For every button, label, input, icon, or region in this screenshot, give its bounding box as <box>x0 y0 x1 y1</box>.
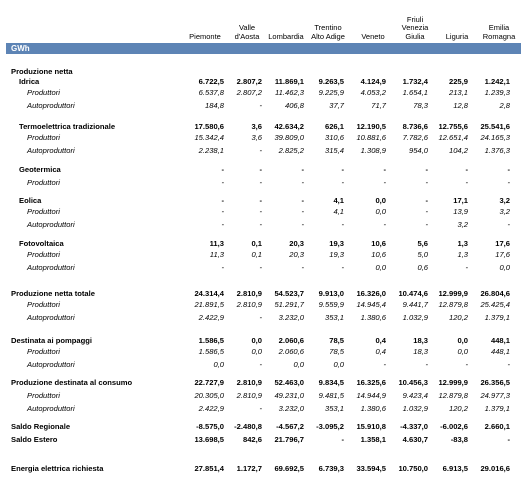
table-cell: 842,6 <box>242 435 262 444</box>
table-cell: - <box>425 220 428 229</box>
table-cell: 21.796,7 <box>274 435 304 444</box>
table-cell: 4.124,9 <box>360 77 386 86</box>
table-cell: - <box>507 178 510 187</box>
table-cell: 11,3 <box>209 250 224 259</box>
table-cell: 10,6 <box>371 250 386 259</box>
table-cell: 315,4 <box>324 146 344 155</box>
table-cell: 17,1 <box>453 196 468 205</box>
table-cell: - <box>259 146 262 155</box>
row-label: Fotovoltaica <box>19 239 64 248</box>
table-cell: 1.586,5 <box>198 347 224 356</box>
row-label: Produttori <box>27 133 60 142</box>
col-header-piemonte: Piemonte <box>189 31 221 41</box>
table-cell: 9.423,4 <box>402 391 428 400</box>
table-cell: 9.481,5 <box>318 391 344 400</box>
table-row <box>0 422 529 432</box>
table-cell: - <box>507 165 510 174</box>
table-cell: 78,3 <box>413 101 428 110</box>
row-label: Autoproduttori <box>27 404 75 413</box>
table-cell: 78,5 <box>329 336 344 345</box>
table-cell: 20.305,0 <box>194 391 224 400</box>
table-cell: 353,1 <box>324 404 344 413</box>
row-label: Autoproduttori <box>27 101 75 110</box>
table-cell: 1.586,5 <box>198 336 224 345</box>
table-cell: 52.463,0 <box>274 378 304 387</box>
table-cell: 25.541,6 <box>480 122 510 131</box>
table-cell: 0,0 <box>375 263 386 272</box>
row-label: Idrica <box>19 77 40 86</box>
table-cell: 24.314,4 <box>194 289 224 298</box>
table-row <box>0 360 529 370</box>
table-cell: 6.913,5 <box>442 464 468 473</box>
unit-label: GWh <box>11 44 30 53</box>
table-cell: 3,2 <box>457 220 468 229</box>
table-cell: - <box>221 220 224 229</box>
table-cell: - <box>507 220 510 229</box>
row-label: Produzione netta totale <box>11 289 95 298</box>
table-cell: - <box>259 101 262 110</box>
table-cell: 11.462,3 <box>275 88 304 97</box>
table-cell: 184,8 <box>204 101 224 110</box>
column-header-row <box>0 0 529 41</box>
table-row <box>0 289 529 299</box>
table-cell: - <box>259 178 262 187</box>
table-cell: - <box>301 196 304 205</box>
table-cell: 120,2 <box>448 404 468 413</box>
table-cell: - <box>465 165 468 174</box>
row-label: Produttori <box>27 88 60 97</box>
table-cell: -2.480,8 <box>234 422 262 431</box>
table-cell: - <box>425 360 428 369</box>
col-header-trentino-alto-adige: Trentino Alto Adige <box>311 23 345 41</box>
table-cell: 406,8 <box>284 101 304 110</box>
table-cell: 4,1 <box>333 196 344 205</box>
row-label: Produzione destinata al consumo <box>11 378 133 387</box>
row-label: Energia elettrica richiesta <box>11 464 104 473</box>
table-cell: - <box>301 178 304 187</box>
table-row <box>0 220 529 230</box>
table-cell: 3,6 <box>251 133 262 142</box>
table-cell: 15.910,8 <box>356 422 386 431</box>
table-cell: - <box>221 165 224 174</box>
table-row <box>0 207 529 217</box>
row-label: Geotermica <box>19 165 61 174</box>
table-cell: 3,6 <box>251 122 262 131</box>
table-cell: 0,0 <box>293 360 304 369</box>
table-cell: 1.172,7 <box>236 464 262 473</box>
table-cell: 2.810,9 <box>236 300 262 309</box>
table-cell: 4.630,7 <box>402 435 428 444</box>
row-label: Autoproduttori <box>27 313 75 322</box>
table-cell: 12.999,9 <box>438 289 468 298</box>
table-cell: 0,0 <box>251 336 262 345</box>
table-row <box>0 378 529 388</box>
table-cell: 626,1 <box>324 122 344 131</box>
table-cell: 27.851,4 <box>194 464 224 473</box>
row-label: Eolica <box>19 196 42 205</box>
table-cell: 16.326,0 <box>356 289 386 298</box>
table-cell: 448,1 <box>490 336 510 345</box>
table-cell: 10.750,0 <box>398 464 428 473</box>
table-row <box>0 165 529 175</box>
table-cell: -3.095,2 <box>316 422 344 431</box>
table-cell: - <box>259 360 262 369</box>
table-cell: - <box>301 263 304 272</box>
table-cell: 1.379,1 <box>484 313 510 322</box>
table-cell: - <box>301 220 304 229</box>
table-cell: 2.825,2 <box>278 146 304 155</box>
col-header-lombardia: Lombardia <box>268 31 304 41</box>
table-cell: 20,3 <box>289 239 304 248</box>
row-label: Termoelettrica tradizionale <box>19 122 116 131</box>
table-cell: - <box>259 165 262 174</box>
table-cell: 0,1 <box>251 250 262 259</box>
table-cell: - <box>259 404 262 413</box>
row-label: Autoproduttori <box>27 146 75 155</box>
table-cell: 2.810,9 <box>236 289 262 298</box>
table-cell: 12.879,8 <box>438 391 468 400</box>
row-label: Produttori <box>27 300 60 309</box>
table-row <box>0 77 529 87</box>
table-cell: - <box>259 263 262 272</box>
row-label: Produttori <box>27 391 60 400</box>
table-cell: 0,0 <box>213 360 224 369</box>
table-cell: - <box>507 360 510 369</box>
row-label: Produttori <box>27 178 60 187</box>
table-row <box>0 178 529 188</box>
table-cell: 17.580,6 <box>194 122 224 131</box>
table-cell: 0,1 <box>251 239 262 248</box>
table-row <box>0 313 529 323</box>
table-cell: 4.053,2 <box>360 88 386 97</box>
row-label: Saldo Estero <box>11 435 58 444</box>
table-cell: 21.891,5 <box>194 300 224 309</box>
table-cell: 18,3 <box>413 336 428 345</box>
table-row <box>0 263 529 273</box>
row-label: Produzione netta <box>11 67 73 76</box>
table-row <box>0 133 529 143</box>
table-cell: 0,0 <box>499 263 510 272</box>
table-cell: 9.441,7 <box>402 300 428 309</box>
table-cell: 0,0 <box>333 360 344 369</box>
table-cell: - <box>221 178 224 187</box>
row-label: Produttori <box>27 250 60 259</box>
table-cell: 12.879,8 <box>438 300 468 309</box>
col-header-liguria: Liguria <box>445 31 469 41</box>
table-row <box>0 347 529 357</box>
table-cell: 12.190,5 <box>356 122 386 131</box>
table-row <box>0 146 529 156</box>
table-cell: 213,1 <box>448 88 468 97</box>
table-cell: -4.567,2 <box>276 422 304 431</box>
table-cell: 225,9 <box>448 77 468 86</box>
row-label: Autoproduttori <box>27 220 75 229</box>
table-cell: 9.913,0 <box>318 289 344 298</box>
table-row <box>0 336 529 346</box>
table-cell: 26.804,6 <box>480 289 510 298</box>
table-cell: - <box>465 263 468 272</box>
table-cell: 11,3 <box>209 239 224 248</box>
table-cell: 17,6 <box>495 250 510 259</box>
table-cell: 13,9 <box>453 207 468 216</box>
table-cell: 6.722,5 <box>198 77 224 86</box>
table-cell: 24.977,3 <box>480 391 510 400</box>
table-cell: 448,1 <box>490 347 510 356</box>
table-cell: 1.654,1 <box>402 88 428 97</box>
table-row <box>0 250 529 260</box>
table-cell: 1.032,9 <box>402 404 428 413</box>
table-cell: - <box>383 178 386 187</box>
table-cell: 69.692,5 <box>274 464 304 473</box>
table-cell: 1,3 <box>457 239 468 248</box>
table-cell: 3,2 <box>499 207 510 216</box>
table-cell: 12.755,6 <box>438 122 468 131</box>
table-cell: 2.810,9 <box>236 378 262 387</box>
table-cell: 25.425,4 <box>480 300 510 309</box>
table-cell: 1.732,4 <box>402 77 428 86</box>
table-cell: 39.809,0 <box>274 133 304 142</box>
row-label: Saldo Regionale <box>11 422 71 431</box>
table-row <box>0 391 529 401</box>
table-cell: 10.474,6 <box>398 289 428 298</box>
table-cell: 1.032,9 <box>402 313 428 322</box>
table-cell: 12.651,4 <box>438 133 468 142</box>
table-cell: 19,3 <box>329 239 344 248</box>
table-cell: 33.594,5 <box>356 464 386 473</box>
table-cell: 10,6 <box>371 239 386 248</box>
table-cell: 0,4 <box>375 347 386 356</box>
table-cell: - <box>301 165 304 174</box>
table-cell: 5,6 <box>417 239 428 248</box>
col-header-friuli-venezia-giulia: Friuli Venezia Giulia <box>401 14 429 41</box>
table-cell: 9.834,5 <box>318 378 344 387</box>
table-row <box>0 464 529 474</box>
table-row <box>0 101 529 111</box>
table-cell: 2.422,9 <box>198 404 224 413</box>
table-row <box>0 88 529 98</box>
table-cell: 4,1 <box>333 207 344 216</box>
table-cell: 353,1 <box>324 313 344 322</box>
table-cell: - <box>221 263 224 272</box>
table-cell: - <box>465 360 468 369</box>
table-cell: 2.422,9 <box>198 313 224 322</box>
table-cell: - <box>507 435 510 444</box>
table-cell: 8.736,6 <box>402 122 428 131</box>
table-cell: - <box>341 178 344 187</box>
table-cell: 0,6 <box>417 263 428 272</box>
table-cell: 9.225,9 <box>318 88 344 97</box>
table-cell: -6.002,6 <box>440 422 468 431</box>
table-cell: - <box>221 196 224 205</box>
col-header-valle-daosta: Valle d'Aosta <box>234 23 260 41</box>
table-cell: -8.575,0 <box>196 422 224 431</box>
table-cell: - <box>425 196 428 205</box>
table-cell: 5,0 <box>417 250 428 259</box>
table-cell: 10.456,3 <box>398 378 428 387</box>
row-label: Autoproduttori <box>27 263 75 272</box>
table-cell: 2.660,1 <box>484 422 510 431</box>
table-cell: 49.231,0 <box>274 391 304 400</box>
table-cell: - <box>301 207 304 216</box>
table-cell: -4.337,0 <box>400 422 428 431</box>
table-cell: 0,0 <box>375 207 386 216</box>
table-cell: 3.232,0 <box>278 313 304 322</box>
table-cell: 37,7 <box>329 101 344 110</box>
table-cell: 1.379,1 <box>484 404 510 413</box>
table-row <box>0 239 529 249</box>
row-label: Autoproduttori <box>27 360 75 369</box>
table-cell: 2,8 <box>499 101 510 110</box>
table-cell: 3,2 <box>499 196 510 205</box>
table-cell: 10.881,6 <box>356 133 386 142</box>
table-cell: - <box>221 207 224 216</box>
table-cell: - <box>259 196 262 205</box>
table-cell: 3.232,0 <box>278 404 304 413</box>
table-cell: 71,7 <box>371 101 386 110</box>
table-cell: - <box>341 165 344 174</box>
table-cell: 6.537,8 <box>198 88 224 97</box>
table-cell: 0,0 <box>457 347 468 356</box>
table-cell: 14.944,9 <box>356 391 386 400</box>
table-cell: 7.782,6 <box>402 133 428 142</box>
table-cell: 1,3 <box>457 250 468 259</box>
table-cell: 15.342,4 <box>194 133 224 142</box>
table-cell: 2.807,2 <box>236 88 262 97</box>
table-cell: 2.807,2 <box>236 77 262 86</box>
table-cell: 42.634,2 <box>274 122 304 131</box>
table-cell: 2.060,6 <box>278 347 304 356</box>
row-label: Produttori <box>27 347 60 356</box>
table-cell: 104,2 <box>448 146 468 155</box>
table-cell: 2.810,9 <box>236 391 262 400</box>
table-cell: - <box>341 220 344 229</box>
table-cell: 954,0 <box>408 146 428 155</box>
table-cell: 18,3 <box>413 347 428 356</box>
table-cell: - <box>341 263 344 272</box>
table-cell: 0,0 <box>251 347 262 356</box>
table-row <box>0 435 529 445</box>
table-cell: - <box>425 207 428 216</box>
table-cell: 24.165,3 <box>480 133 510 142</box>
table-cell: 0,0 <box>375 196 386 205</box>
table-row <box>0 67 529 77</box>
table-cell: 1.380,6 <box>360 313 386 322</box>
table-cell: - <box>383 360 386 369</box>
row-label: Destinata ai pompaggi <box>11 336 93 345</box>
table-cell: 17,6 <box>495 239 510 248</box>
table-cell: - <box>465 178 468 187</box>
table-cell: 1.380,6 <box>360 404 386 413</box>
table-cell: 14.945,4 <box>356 300 386 309</box>
table-cell: - <box>425 178 428 187</box>
table-cell: 13.698,5 <box>194 435 224 444</box>
table-cell: 1.239,3 <box>484 88 510 97</box>
table-cell: 12,8 <box>453 101 468 110</box>
table-cell: - <box>259 220 262 229</box>
table-cell: 9.559,9 <box>318 300 344 309</box>
table-cell: - <box>259 207 262 216</box>
table-cell: 1.242,1 <box>484 77 510 86</box>
table-cell: 2.060,6 <box>278 336 304 345</box>
unit-band <box>6 43 521 54</box>
table-cell: 0,0 <box>457 336 468 345</box>
col-header-emilia-romagna: Emilia Romagna <box>482 23 516 41</box>
table-cell: 78,5 <box>329 347 344 356</box>
table-cell: 19,3 <box>329 250 344 259</box>
table-cell: - <box>383 220 386 229</box>
table-cell: 2.238,1 <box>198 146 224 155</box>
table-cell: 16.325,6 <box>356 378 386 387</box>
table-cell: -83,8 <box>450 435 468 444</box>
table-cell: 120,2 <box>448 313 468 322</box>
table-cell: 1.308,9 <box>360 146 386 155</box>
table-row <box>0 122 529 132</box>
table-cell: - <box>383 165 386 174</box>
col-header-veneto: Veneto <box>361 31 385 41</box>
table-cell: 310,6 <box>324 133 344 142</box>
table-cell: 26.356,5 <box>480 378 510 387</box>
table-row <box>0 300 529 310</box>
table-cell: 1.358,1 <box>360 435 386 444</box>
table-row <box>0 196 529 206</box>
table-cell: 12.999,9 <box>438 378 468 387</box>
table-cell: 54.523,7 <box>274 289 304 298</box>
table-cell: 22.727,9 <box>194 378 224 387</box>
table-row <box>0 404 529 414</box>
table-cell: 20,3 <box>289 250 304 259</box>
table-cell: 29.016,6 <box>480 464 510 473</box>
table-cell: 51.291,7 <box>274 300 304 309</box>
table-cell: - <box>425 165 428 174</box>
table-cell: 6.739,3 <box>318 464 344 473</box>
table-cell: 0,4 <box>375 336 386 345</box>
table-cell: 9.263,5 <box>318 77 344 86</box>
table-cell: 11.869,1 <box>274 77 304 86</box>
table-cell: - <box>341 435 344 444</box>
row-label: Produttori <box>27 207 60 216</box>
table-cell: 1.376,3 <box>484 146 510 155</box>
table-cell: - <box>259 313 262 322</box>
